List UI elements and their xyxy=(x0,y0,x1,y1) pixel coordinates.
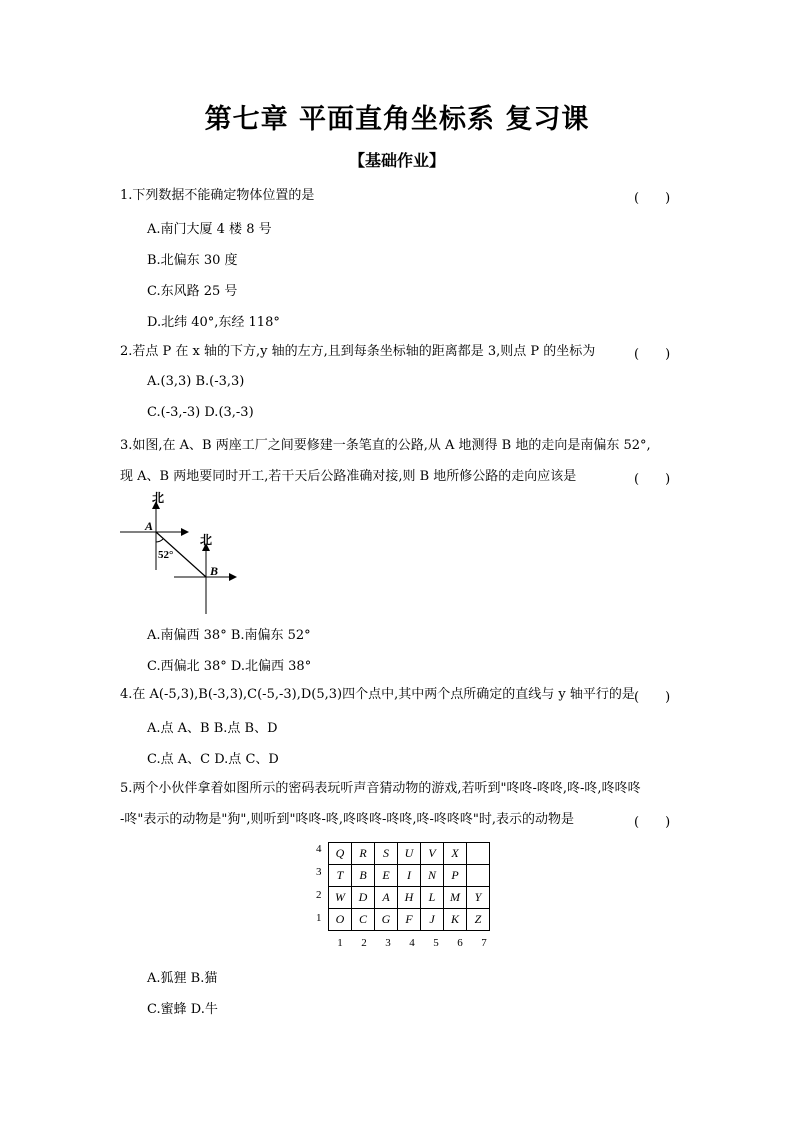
row-label: 4 xyxy=(316,843,322,855)
grid-cell: I xyxy=(398,865,421,887)
grid-cell: G xyxy=(375,909,398,931)
grid-cell xyxy=(467,843,490,865)
grid-cell: S xyxy=(375,843,398,865)
grid-cell: K xyxy=(444,909,467,931)
q2-options-cd: C.(-3,-3) D.(3,-3) xyxy=(147,405,254,420)
q5-stem-line1: 5.两个小伙伴拿着如图所示的密码表玩听声音猜动物的游戏,若听到"咚咚-咚咚,咚-咚,咚咚咚 xyxy=(120,781,641,796)
grid-cell: Z xyxy=(467,909,490,931)
page-title: 第七章 平面直角坐标系 复习课 xyxy=(204,104,590,135)
col-label: 3 xyxy=(385,937,391,949)
north-label-a: 北 xyxy=(152,491,165,505)
angle-arc xyxy=(156,539,163,542)
col-label: 4 xyxy=(409,937,415,949)
grid-cell: C xyxy=(352,909,375,931)
section-heading: 【基础作业】 xyxy=(348,151,445,170)
q1-answer-blank: ( ) xyxy=(634,191,671,206)
grid-cell: V xyxy=(421,843,444,865)
grid-row-1 xyxy=(329,909,490,931)
q3-stem-line1: 3.如图,在 A、B 两座工厂之间要修建一条笔直的公路,从 A 地测得 B 地的走向是南偏东 52°, xyxy=(120,438,651,453)
column-labels xyxy=(328,931,496,950)
grid-cell: H xyxy=(398,887,421,909)
q1-stem: 1.下列数据不能确定物体位置的是 xyxy=(120,188,315,203)
col-label: 2 xyxy=(361,937,367,949)
q2-stem: 2.若点 P 在 x 轴的下方,y 轴的左方,且到每条坐标轴的距离都是 3,则点 P 的坐标为 xyxy=(120,344,596,359)
q4-options-cd: C.点 A、C D.点 C、D xyxy=(147,752,279,767)
grid-row-4 xyxy=(329,843,490,865)
grid-cell: J xyxy=(421,909,444,931)
q1-option-b: B.北偏东 30 度 xyxy=(147,253,238,268)
q3-stem-line2: 现 A、B 两地要同时开工,若干天后公路准确对接,则 B 地所修公路的走向应该是 xyxy=(120,469,577,484)
col-label: 5 xyxy=(433,937,439,949)
q5-options-ab: A.狐狸 B.猫 xyxy=(147,971,218,986)
q3-options-ab: A.南偏西 38° B.南偏东 52° xyxy=(147,628,311,643)
grid-cell: R xyxy=(352,843,375,865)
q4-stem: 4.在 A(-5,3),B(-3,3),C(-5,-3),D(5,3)四个点中,其中两个点所确定的直线与 y 轴平行的是 xyxy=(120,687,635,702)
point-a-label: A xyxy=(145,519,154,533)
grid-cell: F xyxy=(398,909,421,931)
grid-cell: X xyxy=(444,843,467,865)
grid-cell: M xyxy=(444,887,467,909)
row-label: 2 xyxy=(316,889,322,901)
q5-stem-line2: -咚"表示的动物是"狗",则听到"咚咚-咚,咚咚咚-咚咚,咚-咚咚咚"时,表示的动物是 xyxy=(120,812,574,827)
grid-cell: B xyxy=(352,865,375,887)
q1-option-a: A.南门大厦 4 楼 8 号 xyxy=(147,222,272,237)
q3-options-cd: C.西偏北 38° D.北偏西 38° xyxy=(147,659,312,674)
row-label: 1 xyxy=(316,912,322,924)
q4-answer-blank: ( ) xyxy=(634,690,671,705)
col-label: 7 xyxy=(481,937,487,949)
grid-cell: L xyxy=(421,887,444,909)
q3-answer-blank: ( ) xyxy=(634,472,671,487)
grid-cell: E xyxy=(375,865,398,887)
angle-label: 52° xyxy=(158,549,174,561)
q3-direction-figure xyxy=(112,488,252,618)
row-label: 3 xyxy=(316,866,322,878)
grid-cell: T xyxy=(329,865,352,887)
q2-answer-blank: ( ) xyxy=(634,347,671,362)
grid-cell: Q xyxy=(329,843,352,865)
north-label-b: 北 xyxy=(200,533,213,547)
grid-row-2 xyxy=(329,887,490,909)
q1-option-c: C.东风路 25 号 xyxy=(147,284,238,299)
col-label: 6 xyxy=(457,937,463,949)
q5-answer-blank: ( ) xyxy=(634,815,671,830)
point-b-label: B xyxy=(210,564,219,578)
grid-cell xyxy=(467,865,490,887)
q4-options-ab: A.点 A、B B.点 B、D xyxy=(147,721,278,736)
grid-cell: O xyxy=(329,909,352,931)
q1-option-d: D.北纬 40°,东经 118° xyxy=(147,315,280,330)
letter-grid-table xyxy=(328,842,490,931)
grid-cell: W xyxy=(329,887,352,909)
grid-cell: N xyxy=(421,865,444,887)
grid-cell: D xyxy=(352,887,375,909)
col-label: 1 xyxy=(337,937,343,949)
grid-row-3 xyxy=(329,865,490,887)
grid-cell: P xyxy=(444,865,467,887)
grid-cell: U xyxy=(398,843,421,865)
grid-cell: A xyxy=(375,887,398,909)
q2-options-ab: A.(3,3) B.(-3,3) xyxy=(147,374,245,389)
grid-cell: Y xyxy=(467,887,490,909)
q5-password-grid xyxy=(316,842,496,950)
q5-options-cd: C.蜜蜂 D.牛 xyxy=(147,1002,218,1017)
